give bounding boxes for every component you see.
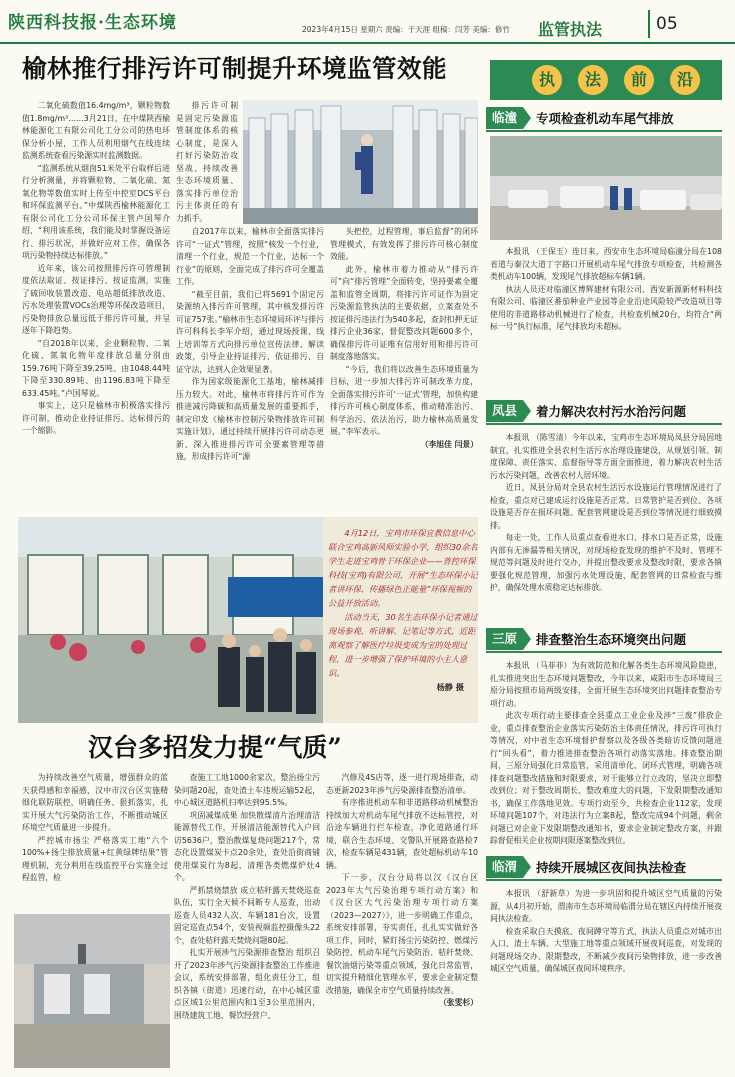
sidebar-item-fengxian-head — [486, 400, 722, 422]
article1-byline: （李旭佳 闫景） — [420, 439, 478, 449]
paragraph: 事实上，这只是榆林市积极落实排污许可制，推动企业持证排污、达标排污的一个缩影。 — [22, 401, 170, 435]
item-title: 持续开展城区夜间执法检查 — [536, 860, 687, 875]
caption-paragraph: 活动当天，30名生态环保小记者通过现场参观、听讲解、记笔记等方式，近距离观察了解医疗垃圾变成为宝的处理过程，进一步增强了保护环境的小主人意识。 — [328, 612, 478, 678]
paragraph: 巩固减煤成果 加快散煤清片治理清洁能源替代工作，开展清洁能源替代入户回访5636户，整治散煤复烧问题217个，常态化设置煤炭卡点20余处，查处沿街商铺使用煤炭行为8起，清理各类燃煤炉灶4个。 — [174, 810, 320, 882]
caption-credit: 杨静 摄 — [436, 682, 464, 692]
paragraph: 每走一处，工作人员重点查看进水口、排水口是否正常，设施内部有无渗漏等相关情况，对现场检查发现的维护不及时、管理不规范等问题及时进行交办，并提出整改要求及整改时限，要求各镇要强化规范管理，加强污水处理设施、配套管网的日常检查与维护，确保处理水质稳定达标排放。 — [490, 533, 722, 592]
banner-char: 沿 — [670, 65, 700, 95]
article2-col1 — [22, 772, 168, 912]
header-rule — [0, 42, 735, 44]
page-number: 05 — [648, 10, 728, 38]
article1-col2a — [176, 100, 238, 224]
paragraph: 扎实开展涉气污染源排查整治 组织召开了2023年涉气污染源排查整治工作推进会议，系统安排部署，组化责任分工，组织各镇（街道）迅速行动，在中心城区重点区域1公里范围内和1至3公里范围内，围绕建筑工地、餐饮经营户、 — [174, 948, 320, 1020]
item-title: 着力解决农村污水治污问题 — [536, 404, 687, 419]
masthead: 陕西科技报·生态环境 — [8, 13, 177, 33]
article2-col3 — [326, 772, 478, 1068]
sidebar-item-sanyuan-body — [490, 660, 722, 852]
sidebar-item-linwei-body — [490, 888, 722, 1070]
paragraph: 本报讯 （王保玉）连日来，西安市生态环境局临潼分局在108省道与秦汉大道丁字路口开展机动车尾气排放专项检查，共检测各类机动车100辆，发现尾气排放超标车辆1辆。 — [490, 247, 722, 281]
sidebar-item-linwei-head — [486, 856, 722, 878]
paragraph: 此次专项行动主要排查全县重点工业企业及涉“三废”排放企业，重点排查整治企业落实污染防治主体责任情况，排污许可执行等情况，对中省生态环境督护督察以及各级各类暗访反馈问题进行“回头看”，着力推进排查整治各项行动落实落地。排查整治期间，三原分局强化日常监管，采用清单化、闭环式管理，明确各项排查问题整改措施和时限要求，对干能够立行立改的，坚决立即整改到位；对于整改周期长、整改难度大的问题，下发限期整改通知书，确保工作落地见效。专项行动至今，共检查企业112家，发现环境问题107个，对违法行为立案8起，整改完成94个问题，剩余问题已对企业下发限期整改通知书，要求企业制定整改方案，并跟踪督促相关企业按期问限逐案整改到位。 — [490, 711, 722, 845]
sidebar-item-fengxian-body — [490, 432, 722, 624]
article1-photo — [243, 100, 478, 224]
paragraph: “自2018年以来，企业颗粒物、二氧化硫、氮氧化物年度排放总量分别由159.76吨下降至39.25吨、由1048.44吨下降至330.89吨、由1196.83吨下降至633.45吨。”卢国琴说。 — [22, 338, 170, 398]
region-tag: 临潼 — [486, 107, 523, 129]
article2-byline: （张雯杉） — [439, 998, 478, 1007]
region-tag: 三原 — [486, 628, 523, 650]
region-tag: 临渭 — [486, 856, 523, 878]
paragraph: 下一步，汉台分局将以汉《汉台区2023年大气污染治理专项行动方案》和《汉台区大气污染治理专项行动方案（2023—2027）》，进一步明确工作重点，系统安排部署，夯实责任，扎扎实实做好各项工作，同时，紧盯扬尘污染防控、燃煤污染防控、机动车尾气污染防治、秸秆焚烧、餐饮油烟污染等重点领域，强化日常监管，切实提升精细化管理水平，要求企业制定整改措施，确保全市空气质量持续改善。 — [326, 873, 478, 995]
article1-headline: 榆林推行排污许可制提升环境监管效能 — [22, 54, 447, 83]
paragraph: 排污许可制是固定污染源监管制度体系的核心制度，是深入打好污染防治攻坚战、持续改善生态环境质量、落实排污单位治污主体责任的有力抓手。 — [176, 101, 238, 223]
caption-paragraph: 4月12日，宝鸡市环保宣教信息中心联合宝鸡高新风师实验小学，组织30余名学生走进宝鸡骨干环保企业——普控环保科技(宝鸡)有限公司，开展“生态环保小记者讲环保、传播绿色正能量”环保视频的公益开放活动。 — [328, 528, 478, 608]
paragraph: 为持续改善空气质量，增强群众的蓝天获得感和幸福感，汉中市汉台区实施精细化联防联控，明确任务、狠抓落实，扎实开展大气污染防治工作，不断推动城区环境空气质量进一步提升。 — [22, 773, 168, 832]
sidebar-photo — [490, 136, 722, 240]
article1-col1 — [22, 100, 170, 512]
paragraph: “截至目前，我们已将5691个固定污染源纳入排污许可管理，其中核发排污许可证757张。”榆林市生态环境局环评与排污许可科科长李军介绍，通过现场授课、线上培训等方式向排污单位宣传法律、解读政策，引导企业持证排污、依证排污、自证守法，达到入企效果显著。 — [176, 289, 324, 374]
sidebar-item-lintong-head — [486, 107, 722, 129]
banner-char: 前 — [624, 65, 654, 95]
article1-col2 — [176, 226, 324, 512]
issue-meta: 2023年4月15日 星期六 责编：于天涯 组稿：闫芳 美编：修竹 — [302, 25, 510, 34]
item-title: 专项检查机动车尾气排放 — [536, 111, 674, 126]
paragraph: 严控城市扬尘 严格落实工地“六个100%+扬尘排放质量+红黄绿牌结果”管理机制，充分利用在线监控平台实施全过程监管，检 — [22, 835, 168, 882]
paragraph: “监测系统从烟囱51米处平台取样后进行分析测量，并将颗粒物、二氧化硫、氮氧化物等数值实时上传至中控室DCS平台和环保监测平台。”中煤陕西榆林能源化工有限公司化工分公司环保主管卢国琴介绍，“利用该系统，我们能及时掌握设备运行、排污状况，并做好应对工作，确保各项污染物持续达标排放。” — [22, 163, 170, 260]
paragraph: 严抓禁烧禁放 成立秸秆露天焚烧巡查队伍，实行全天候不间断专人巡查，出动巡查人员432人次、车辆181台次，设置固定巡查点54个，安装视频监控摄像头22个，查处秸秆露天焚烧问题80起。 — [174, 885, 320, 945]
sidebar-item-lintong-body — [490, 246, 722, 394]
page-header — [0, 0, 735, 44]
paragraph: “今后，我们将以改善生态环境质量为目标，进一步加大排污许可制改革力度，全面落实排污许可‘一证式’管理，加快构建排污许可核心制度体系，推动精准治污、科学治污、依法治污，助力榆林高质量发展。”李军表示。 — [330, 364, 478, 436]
paragraph: 本报讯 （舒新草）为进一步巩固和提升城区空气质量的污染源，从4月初开始，渭南市生态环境局临渭分局在辖区内持续开展夜间执法检查。 — [490, 889, 722, 923]
article2-headline: 汉台多招发力提“气质” — [88, 733, 342, 762]
paragraph: 作为国家级能源化工基地，榆林减排压力较大。对此，榆林市将排污许可作为推进减污降碳和高质量发展的重要抓手，制定印发《榆林市控制污染物排放许可制实施计划》，通过持续开展排污许可动态更新、深入推进排污许可全要素管理等措施，形成排污许可“源 — [176, 377, 324, 461]
tag-arrow — [523, 107, 531, 129]
paragraph: 查施工工地1000余家次，整治扬尘污染问题20起，查处渣土车违规运输52起，中心城区道路机扫率达到95.5%。 — [174, 773, 320, 807]
paragraph: 有序推进机动车和非道路移动机械整治 持续加大对机动车尾气排放不达标管控，对沿途车辆进行拦车检查，净化道路通行环境，联合生态环境、交警队开展路查路检7次，检查车辆是431辆，查处超标机动车10辆。 — [326, 798, 478, 870]
sidebar-banner — [490, 60, 722, 100]
section-title: 监管执法 — [538, 20, 603, 39]
paragraph: 二氧化硫数值16.4mg/m³，颗粒物数值1.8mg/m³……3月21日，在中煤陕西榆林能源化工有限公司化工分公司的热电环保分析小屋，工作人员利用烟气在线连续监测系统查看污染源实时监测数据。 — [22, 101, 170, 160]
banner-char: 法 — [578, 65, 608, 95]
paragraph: 本报讯 （陈雪清）今年以来，宝鸡市生态环境局凤县分局因地制宜，扎实推进全县农村生活污水治理设施建设，从规划引领、制度保障、责任落实、监督指导等方面全面推进，着力解决农村生活污水污染问题，改善农村人居环境。 — [490, 433, 722, 480]
paragraph: 汽修及4S店等，逐一进行现场排查，动态更新2023年涉气污染源排查整治清单。 — [326, 773, 478, 795]
paragraph: 本报讯 （马菲菲）为有效防范和化解各类生态环境风险隐患，扎实推进突出生态环境问题整改，今年以来，咸阳市生态环境局三原分局按照市局两级安排，全面开展生态环境突出问题排查整治专项行动。 — [490, 661, 722, 708]
tag-arrow — [523, 400, 531, 422]
tag-arrow — [523, 856, 531, 878]
paragraph: 自2017年以来，榆林市全面落实排污许可“一证式”管理，按照“核发一个行业，清理一个行业，规范一个行业，达标一个行业”的原则，全面完成了排污许可全覆盖工作。 — [176, 227, 324, 286]
paragraph: 此外，榆林市着力推动从“排污许可”向“排污管理”全面转变，坚持要素全覆盖和监管全周期，将排污许可证作为固定污染源监管执法的主要依据，立案查处不按证排污违法行为540多起，查封扣押无证排污企业36家，督促整改问题600多个，确保排污许可证唯有信用好用和排污许可制度落地落实。 — [330, 264, 478, 361]
paragraph: 近年来，该公司按照排污许可管理制度依法取证、按证排污、按证监测，实施了硫回收装置改造、电站超低排放改造、污水处理装置VOCs治理等环保改造项目，污染物排放总量远低于排污许可量，并呈逐年下降趋势。 — [22, 263, 170, 335]
banner-char: 执 — [532, 65, 562, 95]
paragraph: 执法人员还对临潼区博辉建材有限公司、西安新源新材料科技有限公司、临潼区番茄种业产业园等企业沿途风险较严改造项目等使用的非道路移动机械进行了检查，共检查机械20台，均符合“两标一号”执行标准，尾气排放均未超标。 — [490, 284, 722, 331]
paragraph: 头把控，过程管理，事后监督”的闭环管理模式，有效发挥了排污许可核心制度效能。 — [330, 227, 478, 261]
photo-caption — [328, 526, 478, 694]
sidebar-item-sanyuan-head — [486, 628, 722, 650]
article1-col3 — [330, 226, 478, 512]
article2-col2 — [174, 772, 320, 1068]
region-tag: 凤县 — [486, 400, 523, 422]
paragraph: 检查采取白天摸底、夜间蹲守等方式，执法人员重点对城市出入口、渣土车辆、大型施工地等重点领域开展夜间巡查，对发现的问题现场交办、限期整改，不断减少夜间污染物排放，进一步改善城区空气质量，确保城区夜间环境秩序。 — [490, 926, 722, 973]
tag-arrow — [523, 628, 531, 650]
item-title: 排查整治生态环境突出问题 — [536, 632, 687, 647]
article2-photo — [14, 914, 170, 1068]
paragraph: 近日，凤县分局对全县农村生活污水设施运行管理情况进行了检查，重点对已建成运行设施是否正常、日常管护是否到位、各项设施是否存在损坏问题、配套管网建设是否到位等情况进行细致摸排。 — [490, 483, 722, 530]
